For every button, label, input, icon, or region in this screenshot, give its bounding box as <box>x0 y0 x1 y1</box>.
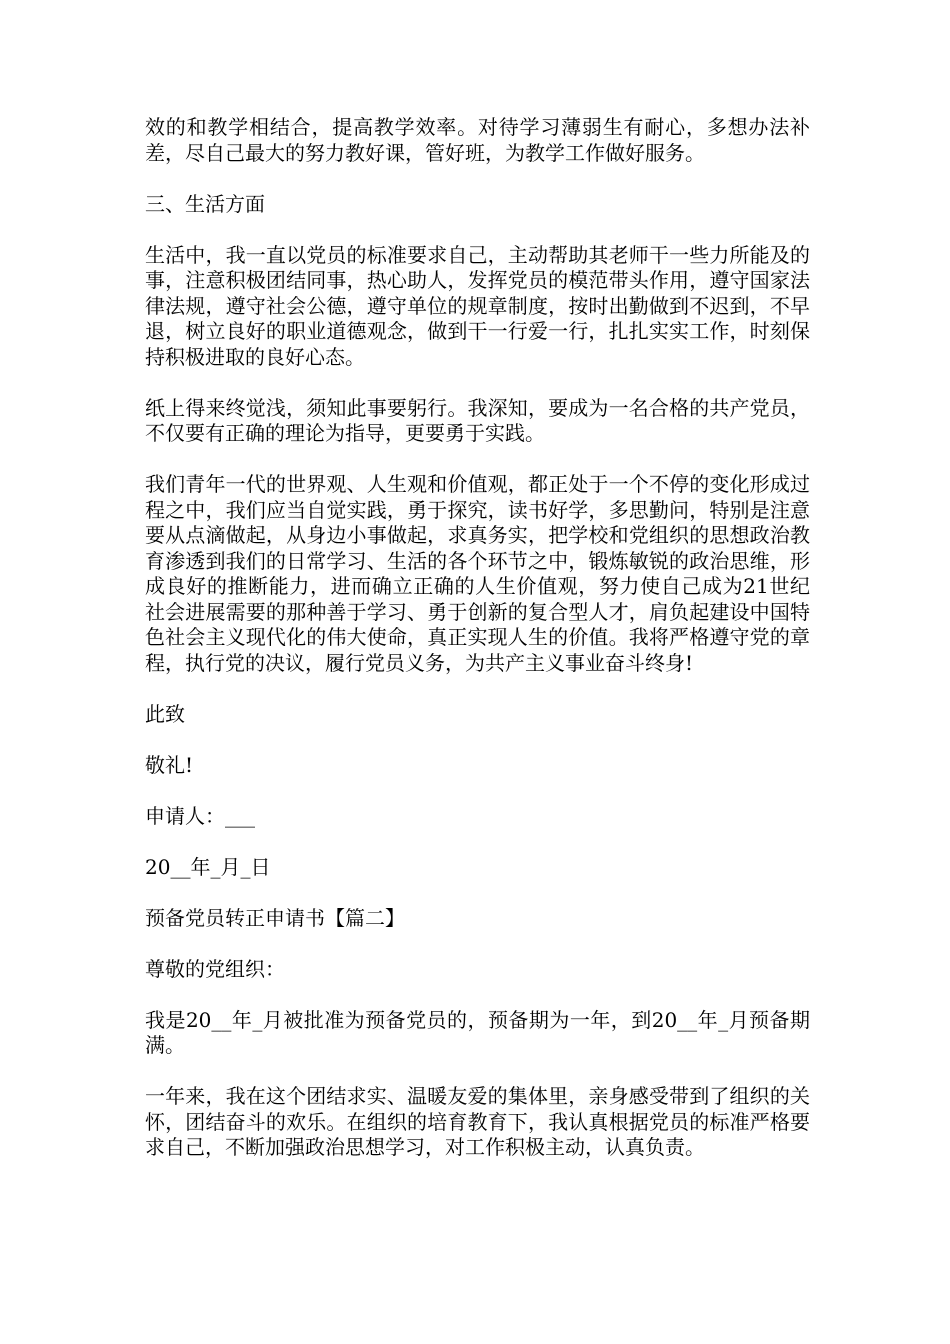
paragraph-approval: 我是20__年_月被批准为预备党员的，预备期为一年，到20__年_月预备期满。 <box>145 1007 810 1057</box>
paragraph-life: 生活中，我一直以党员的标准要求自己，主动帮助其老师干一些力所能及的事，注意积极团结同事，热心助人，发挥党员的模范带头作用，遵守国家法律法规，遵守社会公德，遵守单位的规章制度，按时出勤做到不迟到，不早退，树立良好的职业道德观念，做到干一行爱一行，扎扎实实工作，时刻保持积极进取的良好心态。 <box>145 242 810 369</box>
document-page <box>145 115 810 1186</box>
greeting: 尊敬的党组织： <box>145 956 285 981</box>
applicant-line: 申请人：___ <box>145 803 255 828</box>
closing-regards: 敬礼! <box>145 752 194 777</box>
document-title-part-two: 预备党员转正申请书【篇二】 <box>145 905 405 930</box>
date-line: 20__年_月_日 <box>145 854 271 879</box>
paragraph-youth: 我们青年一代的世界观、人生观和价值观，都正处于一个不停的变化形成过程之中，我们应当自觉实践，勇于探究，读书好学，多思勤问，特别是注意要从点滴做起，从身边小事做起，求真务实，把学校和党组织的思想政治教育渗透到我们的日常学习、生活的各个环节之中，锻炼敏锐的政治思维，形成良好的推断能力，进而确立正确的人生价值观，努力使自己成为21世纪社会进展需要的那种善于学习、勇于创新的复合型人才，肩负起建设中国特色社会主义现代化的伟大使命，真正实现人生的价值。我将严格遵守党的章程，执行党的决议，履行党员义务，为共产主义事业奋斗终身! <box>145 472 810 675</box>
closing-salutation: 此致 <box>145 701 185 726</box>
paragraph-practice: 纸上得来终觉浅，须知此事要躬行。我深知，要成为一名合格的共产党员，不仅要有正确的理论为指导，更要勇于实践。 <box>145 395 810 445</box>
section-heading-life: 三、生活方面 <box>145 191 265 216</box>
paragraph-teaching-continuation: 效的和教学相结合，提高教学效率。对待学习薄弱生有耐心，多想办法补差，尽自己最大的努力教好课，管好班，为教学工作做好服务。 <box>145 115 810 165</box>
paragraph-year-review: 一年来，我在这个团结求实、温暖友爱的集体里，亲身感受带到了组织的关怀，团结奋斗的欢乐。在组织的培育教育下，我认真根据党员的标准严格要求自己，不断加强政治思想学习，对工作积极主动，认真负责。 <box>145 1084 810 1159</box>
